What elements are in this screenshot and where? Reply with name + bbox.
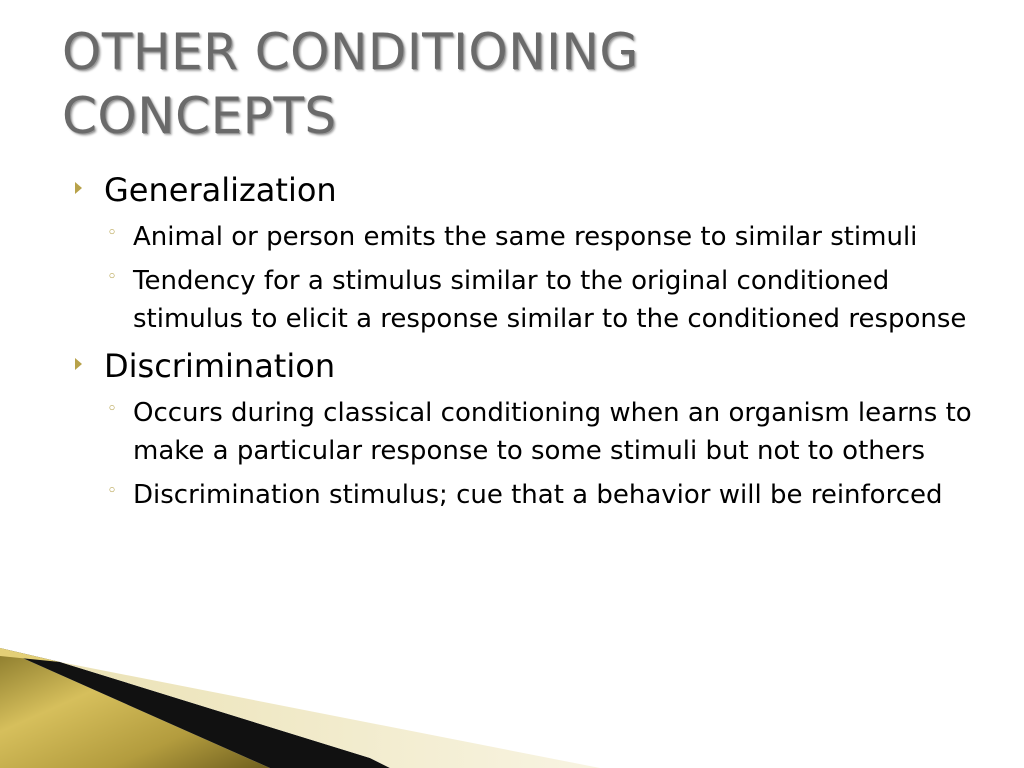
bullet-level2 bbox=[0, 394, 1024, 470]
bullet-level1 bbox=[0, 344, 1024, 388]
hollow-circle-icon: ◦ bbox=[107, 267, 118, 287]
bullet-text: Discrimination stimulus; cue that a behavior will be reinforced bbox=[133, 480, 943, 510]
hollow-circle-icon: ◦ bbox=[107, 223, 118, 243]
triangle-right-icon bbox=[75, 182, 82, 194]
bullet-text: Tendency for a stimulus similar to the original conditioned stimulus to elicit a response similar to the conditioned response bbox=[133, 266, 967, 334]
bullet-level2 bbox=[0, 218, 1024, 256]
decorative-swoosh bbox=[0, 640, 1024, 768]
bullet-level1 bbox=[0, 168, 1024, 212]
title-line-2: CONCEPTS bbox=[62, 87, 337, 145]
slide-title bbox=[62, 20, 962, 148]
bullet-text: Occurs during classical conditioning when an organism learns to make a particular response to some stimuli but not to others bbox=[133, 398, 972, 466]
hollow-circle-icon: ◦ bbox=[107, 481, 118, 501]
bullet-list bbox=[0, 168, 1024, 520]
bullet-level2 bbox=[0, 262, 1024, 338]
title-line-1: OTHER CONDITIONING bbox=[62, 23, 639, 81]
bullet-heading-generalization: Generalization bbox=[104, 171, 337, 209]
bullet-text: Animal or person emits the same response to similar stimuli bbox=[133, 222, 918, 252]
bullet-heading-discrimination: Discrimination bbox=[104, 347, 336, 385]
triangle-right-icon bbox=[75, 358, 82, 370]
hollow-circle-icon: ◦ bbox=[107, 399, 118, 419]
bullet-level2 bbox=[0, 476, 1024, 514]
